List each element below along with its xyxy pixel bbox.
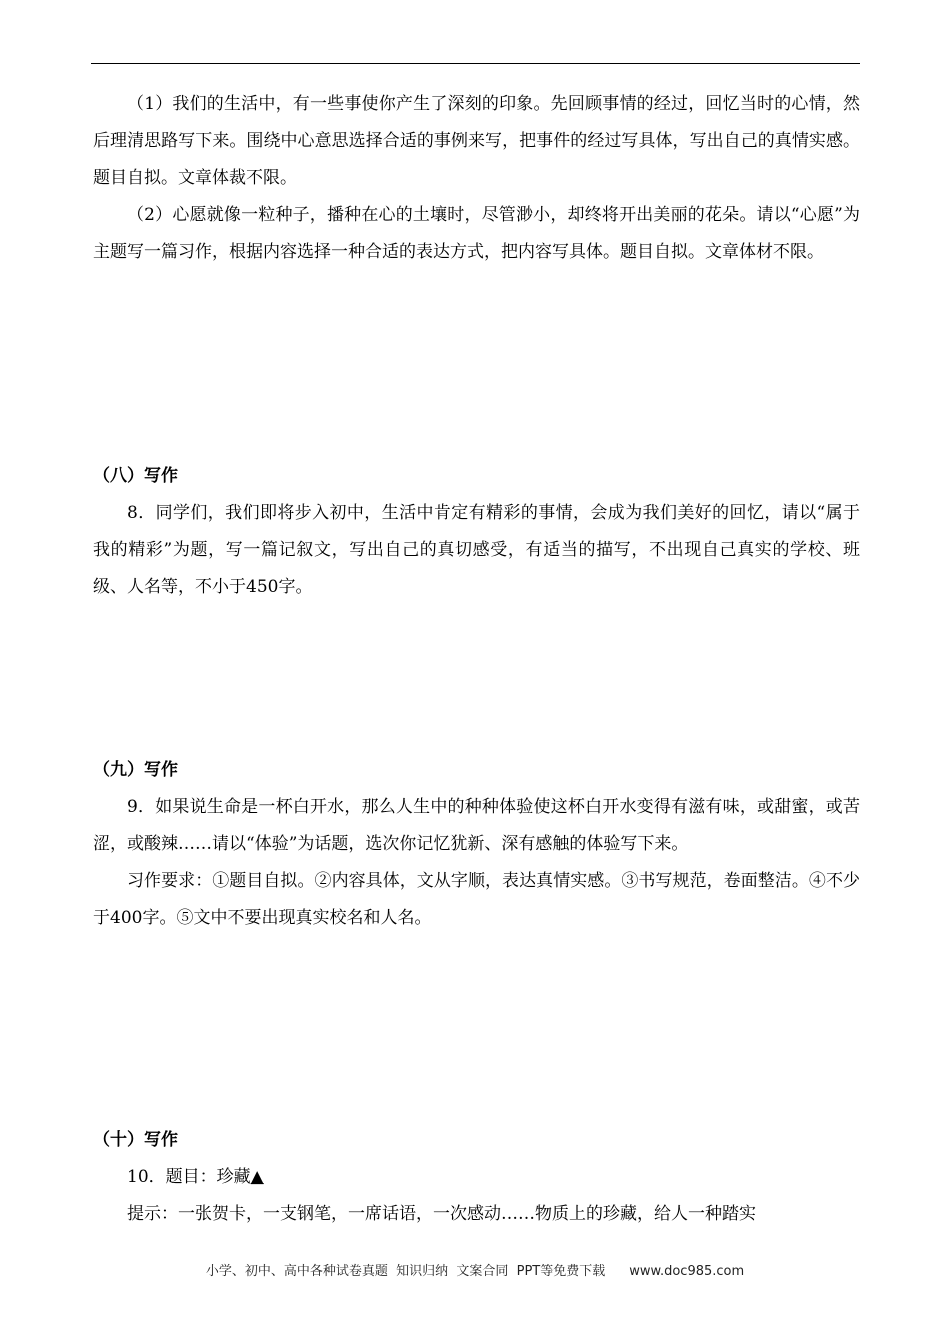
section9-question: 9．如果说生命是一杯白开水，那么人生中的种种体验使这杯白开水变得有滋有味，或甜蜜，或苦涩，或酸辣……请以“体验”为话题，选次你记忆犹新、深有感触的体验写下来。 <box>93 797 860 854</box>
section8-body <box>93 495 860 606</box>
section10-heading: （十）写作 <box>93 1130 178 1150</box>
section7-item2: （2）心愿就像一粒种子，播种在心的土壤时，尽管渺小，却终将开出美丽的花朵。请以“心愿”为主题写一篇习作，根据内容选择一种合适的表达方式，把内容写具体。题目自拟。文章体材不限。 <box>93 205 860 262</box>
section10-title: 10．题目：珍藏 <box>127 1167 251 1187</box>
section8-question: 8．同学们，我们即将步入初中，生活中肯定有精彩的事情，会成为我们美好的回忆，请以“属于我的精彩”为题，写一篇记叙文，写出自己的真切感受，有适当的描写，不出现自己真实的学校、班级、人名等，不小于450字。 <box>93 503 860 597</box>
section10-title-line <box>93 1159 860 1196</box>
section7-item1: （1）我们的生活中，有一些事使你产生了深刻的印象。先回顾事情的经过，回忆当时的心情，然后理清思路写下来。围绕中心意思选择合适的事例来写，把事件的经过写具体，写出自己的真情实感。题目自拟。文章体裁不限。 <box>93 94 860 188</box>
section10-hint: 提示：一张贺卡，一支钢笔，一席话语，一次感动……物质上的珍藏，给人一种踏实 <box>127 1204 756 1224</box>
section10-body <box>93 1159 860 1233</box>
triangle-mark-icon: ▲ <box>250 1167 264 1187</box>
section9-requirements: 习作要求：①题目自拟。②内容具体，文从字顺，表达真情实感。③书写规范，卷面整洁。④不少于400字。⑤文中不要出现真实校名和人名。 <box>93 871 860 928</box>
section9-heading: （九）写作 <box>93 760 178 780</box>
section7-body <box>93 86 860 271</box>
header-rule <box>91 63 860 64</box>
footer-url[interactable]: www.doc985.com <box>629 1264 745 1279</box>
page-footer <box>0 1260 950 1279</box>
footer-text: 小学、初中、高中各种试卷真题 知识归纳 文案合同 PPT等免费下载 <box>205 1264 606 1279</box>
section8-heading: （八）写作 <box>93 466 178 486</box>
section9-body <box>93 789 860 937</box>
